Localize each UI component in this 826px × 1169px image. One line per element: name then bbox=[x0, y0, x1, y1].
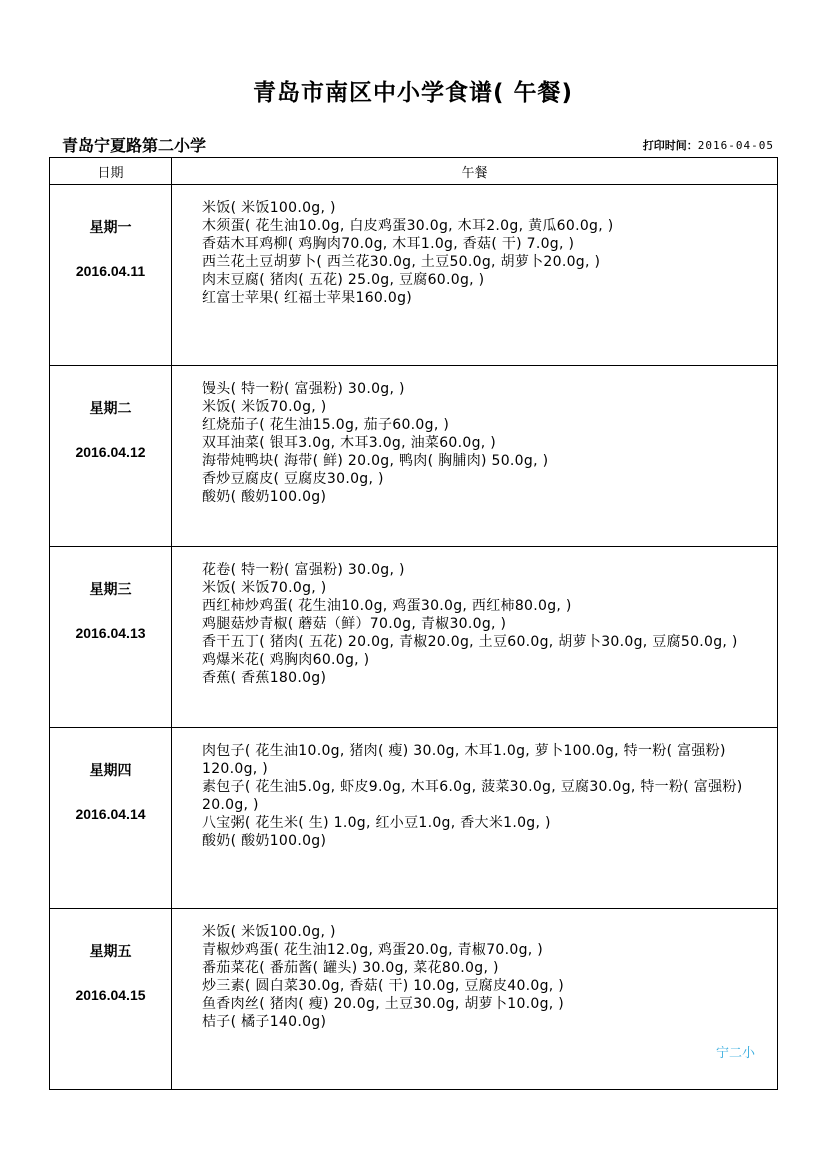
day-row bbox=[50, 366, 778, 547]
date-label: 2016.04.11 bbox=[75, 263, 146, 279]
dish-item: 酸奶( 酸奶100.0g) bbox=[202, 489, 327, 505]
dish-item: 花卷( 特一粉( 富强粉) 30.0g, ) bbox=[202, 562, 405, 578]
date-cell bbox=[50, 728, 172, 909]
dish-item: 肉包子( 花生油10.0g, 猪肉( 瘦) 30.0g, 木耳1.0g, 萝卜100.0g, 特一粉( 富强粉) 120.0g, ) bbox=[202, 743, 726, 777]
weekday-label: 星期四 bbox=[89, 763, 132, 779]
date-header: 日期 bbox=[50, 158, 172, 185]
dish-item: 双耳油菜( 银耳3.0g, 木耳3.0g, 油菜60.0g, ) bbox=[202, 435, 497, 451]
date-label: 2016.04.15 bbox=[75, 987, 146, 1003]
dish-item: 米饭( 米饭70.0g, ) bbox=[202, 399, 327, 415]
page-title: 青岛市南区中小学食谱( 午餐) bbox=[252, 80, 574, 106]
dish-item: 鸡爆米花( 鸡胸肉60.0g, ) bbox=[202, 652, 370, 668]
meal-cell bbox=[172, 547, 778, 728]
weekday-label: 星期二 bbox=[89, 401, 132, 417]
date-cell bbox=[50, 366, 172, 547]
dish-item: 青椒炒鸡蛋( 花生油12.0g, 鸡蛋20.0g, 青椒70.0g, ) bbox=[202, 942, 544, 958]
print-time-value: 2016-04-05 bbox=[697, 139, 774, 152]
dish-item: 米饭( 米饭100.0g, ) bbox=[202, 200, 336, 216]
dish-item: 鸡腿菇炒青椒( 蘑菇（鲜）70.0g, 青椒30.0g, ) bbox=[202, 616, 507, 632]
dish-item: 酸奶( 酸奶100.0g) bbox=[202, 833, 327, 849]
dish-item: 香炒豆腐皮( 豆腐皮30.0g, ) bbox=[202, 471, 384, 487]
dish-item: 红富士苹果( 红福士苹果160.0g) bbox=[202, 290, 413, 306]
date-cell bbox=[50, 909, 172, 1090]
date-label: 2016.04.12 bbox=[75, 444, 146, 460]
meal-header: 午餐 bbox=[172, 158, 778, 185]
dish-item: 木须蛋( 花生油10.0g, 白皮鸡蛋30.0g, 木耳2.0g, 黄瓜60.0g, ) bbox=[202, 218, 614, 234]
dish-item: 鱼香肉丝( 猪肉( 瘦) 20.0g, 土豆30.0g, 胡萝卜10.0g, ) bbox=[202, 996, 565, 1012]
school-stamp: 宁二小 bbox=[716, 1046, 756, 1061]
meal-cell bbox=[172, 185, 778, 366]
weekday-label: 星期五 bbox=[89, 944, 132, 960]
dish-item: 红烧茄子( 花生油15.0g, 茄子60.0g, ) bbox=[202, 417, 450, 433]
print-time bbox=[643, 137, 774, 153]
dish-item: 素包子( 花生油5.0g, 虾皮9.0g, 木耳6.0g, 菠菜30.0g, 豆腐30.0g, 特一粉( 富强粉) 20.0g, ) bbox=[202, 779, 743, 813]
print-time-label: 打印时间： bbox=[642, 139, 698, 152]
dish-item: 肉末豆腐( 猪肉( 五花) 25.0g, 豆腐60.0g, ) bbox=[202, 272, 485, 288]
dish-item: 西兰花土豆胡萝卜( 西兰花30.0g, 土豆50.0g, 胡萝卜20.0g, ) bbox=[202, 254, 601, 270]
dish-item: 海带炖鸭块( 海带( 鲜) 20.0g, 鸭肉( 胸脯肉) 50.0g, ) bbox=[202, 453, 549, 469]
date-cell bbox=[50, 185, 172, 366]
dish-item: 香蕉( 香蕉180.0g) bbox=[202, 670, 327, 686]
dish-item: 炒三素( 圆白菜30.0g, 香菇( 干) 10.0g, 豆腐皮40.0g, ) bbox=[202, 978, 565, 994]
date-label: 2016.04.13 bbox=[75, 625, 146, 641]
school-name: 青岛宁夏路第二小学 bbox=[62, 136, 207, 155]
day-row bbox=[50, 909, 778, 1090]
menu-table bbox=[49, 157, 778, 1090]
day-row bbox=[50, 728, 778, 909]
dish-item: 西红柿炒鸡蛋( 花生油10.0g, 鸡蛋30.0g, 西红柿80.0g, ) bbox=[202, 598, 572, 614]
dish-item: 八宝粥( 花生米( 生) 1.0g, 红小豆1.0g, 香大米1.0g, ) bbox=[202, 815, 551, 831]
dish-item: 馒头( 特一粉( 富强粉) 30.0g, ) bbox=[202, 381, 405, 397]
day-row bbox=[50, 547, 778, 728]
weekday-label: 星期三 bbox=[89, 582, 132, 598]
dish-item: 香菇木耳鸡柳( 鸡胸肉70.0g, 木耳1.0g, 香菇( 干) 7.0g, ) bbox=[202, 236, 575, 252]
meal-cell bbox=[172, 728, 778, 909]
dish-item: 米饭( 米饭70.0g, ) bbox=[202, 580, 327, 596]
date-label: 2016.04.14 bbox=[75, 806, 146, 822]
dish-item: 桔子( 橘子140.0g) bbox=[202, 1014, 327, 1030]
date-cell bbox=[50, 547, 172, 728]
dish-item: 香干五丁( 猪肉( 五花) 20.0g, 青椒20.0g, 土豆60.0g, 胡萝卜30.0g, 豆腐50.0g, ) bbox=[202, 634, 738, 650]
dish-item: 番茄菜花( 番茄酱( 罐头) 30.0g, 菜花80.0g, ) bbox=[202, 960, 499, 976]
header-row bbox=[50, 158, 778, 185]
meal-cell bbox=[172, 366, 778, 547]
dish-item: 米饭( 米饭100.0g, ) bbox=[202, 924, 336, 940]
meal-cell bbox=[172, 909, 778, 1090]
day-row bbox=[50, 185, 778, 366]
weekday-label: 星期一 bbox=[89, 220, 132, 236]
